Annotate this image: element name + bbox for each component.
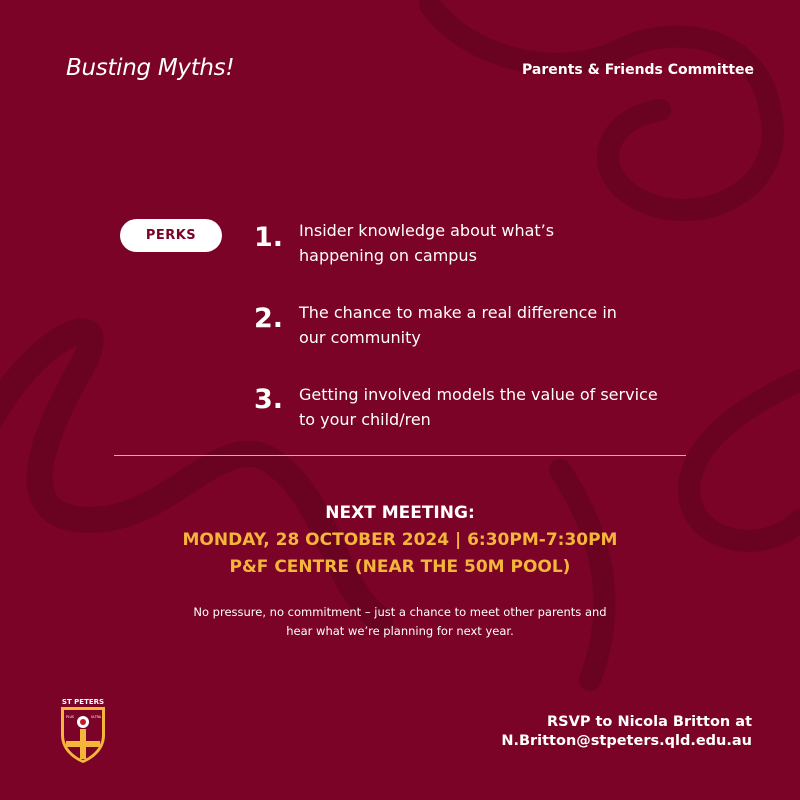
header-title: Busting Myths!: [66, 55, 235, 81]
svg-text:ST PETERS: ST PETERS: [61, 698, 105, 706]
organization-name: Parents & Friends Committee: [522, 62, 754, 78]
perk-text-line: Getting involved models the value of service: [299, 385, 658, 404]
perk-number: 1.: [254, 222, 284, 253]
school-crest-logo: [55, 695, 111, 765]
svg-text:ULTRA: ULTRA: [91, 715, 101, 719]
rsvp-info: [501, 713, 752, 751]
rsvp-label: RSVP to Nicola Britton at: [547, 714, 752, 730]
perk-text-line: our community: [299, 328, 421, 347]
perk-text: [299, 218, 709, 268]
perks-badge: PERKS: [120, 219, 222, 252]
meeting-location: P&F CENTRE (NEAR THE 50M POOL): [229, 557, 571, 577]
perk-item-3: [254, 382, 714, 442]
perk-text-line: happening on campus: [299, 246, 477, 265]
svg-text:PLUS: PLUS: [66, 715, 74, 719]
perk-number: 2.: [254, 303, 284, 334]
perk-item-2: [254, 300, 714, 360]
meeting-note: [0, 603, 800, 641]
perk-text-line: The chance to make a real difference in: [299, 303, 617, 322]
perk-text: [299, 382, 709, 432]
perk-number: 3.: [254, 384, 284, 415]
note-line: No pressure, no commitment – just a chance to meet other parents and: [193, 605, 607, 619]
section-divider: [114, 455, 686, 456]
perk-text: [299, 300, 709, 350]
note-line: hear what we’re planning for next year.: [286, 624, 514, 638]
rsvp-email: N.Britton@stpeters.qld.edu.au: [501, 733, 752, 749]
meeting-heading: NEXT MEETING:: [325, 503, 475, 523]
meeting-date-time: MONDAY, 28 OCTOBER 2024 | 6:30PM-7:30PM: [182, 530, 618, 550]
perk-item-1: [254, 218, 714, 278]
perk-text-line: Insider knowledge about what’s: [299, 221, 555, 240]
perk-text-line: to your child/ren: [299, 410, 431, 429]
